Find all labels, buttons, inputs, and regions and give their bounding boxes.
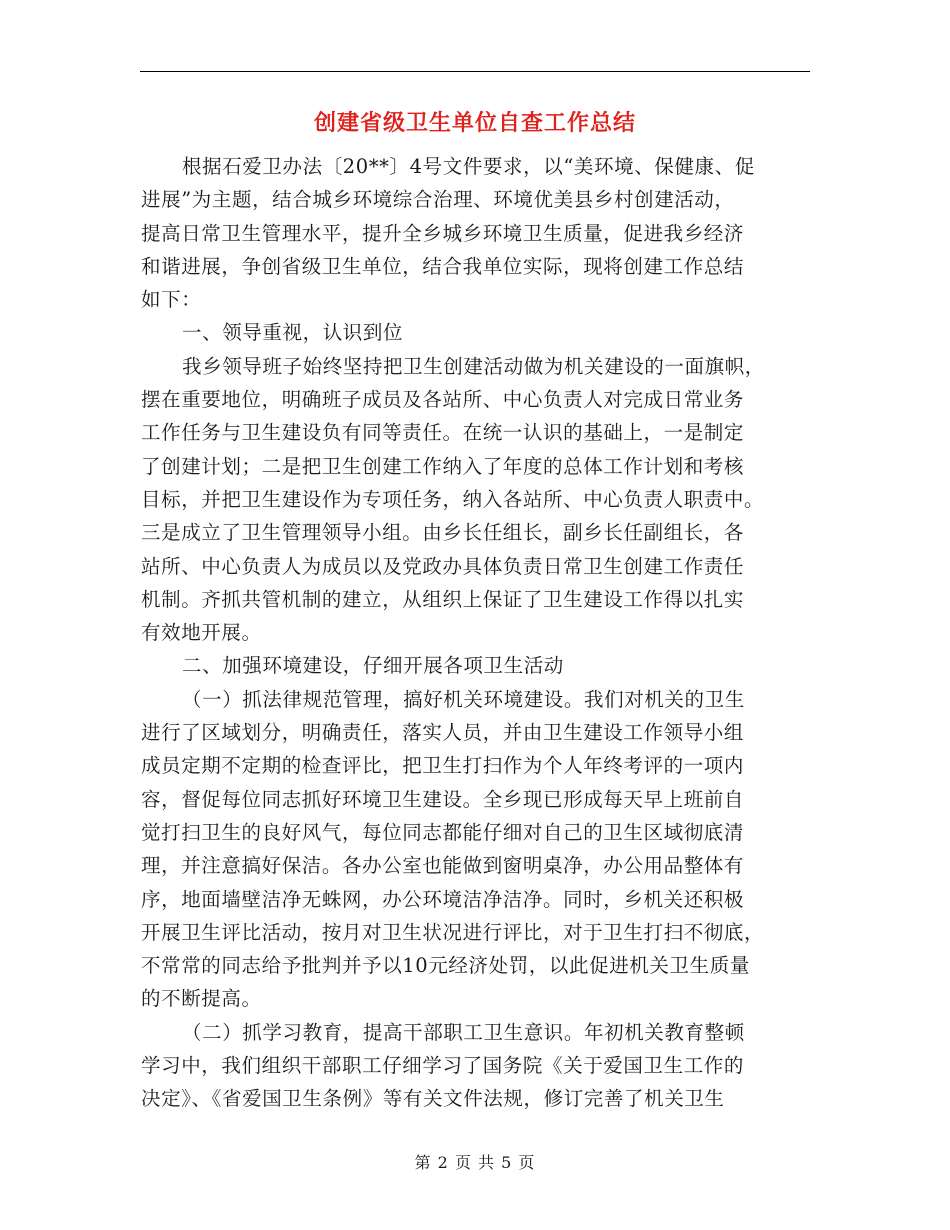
paragraph-line: 摆在重要地位，明确班子成员及各站所、中心负责人对完成日常业务	[141, 388, 745, 412]
paragraph-line: 的不断提高。	[141, 987, 262, 1011]
page-number-footer: 第 2 页 共 5 页	[414, 1153, 536, 1172]
paragraph-line: 不常常的同志给予批判并予以10元经济处罚，以此促进机关卫生质量	[141, 954, 750, 978]
paragraph-line: 进展”为主题，结合城乡环境综合治理、环境优美县乡村创建活动，	[141, 188, 735, 212]
section-heading: 二、加强环境建设，仔细开展各项卫生活动	[182, 654, 564, 678]
paragraph-line: 序，地面墙壁洁净无蛛网，办公环境洁净洁净。同时，乡机关还积极	[141, 887, 745, 911]
paragraph-line: 根据石爱卫办法〔20**〕4号文件要求，以“美环境、保健康、促	[182, 155, 755, 178]
paragraph-line: 机制。齐抓共管机制的建立，从组织上保证了卫生建设工作得以扎实	[141, 587, 745, 611]
paragraph-line: 和谐进展，争创省级卫生单位，结合我单位实际，现将创建工作总结	[141, 254, 745, 278]
paragraph-line: 了创建计划；二是把卫生创建工作纳入了年度的总体工作计划和考核	[141, 454, 745, 478]
header-rule	[140, 71, 810, 72]
paragraph-line: 如下：	[141, 288, 202, 312]
paragraph-line: 学习中，我们组织干部职工仔细学习了国务院《关于爱国卫生工作的	[141, 1054, 745, 1078]
paragraph-line: 我乡领导班子始终坚持把卫生创建活动做为机关建设的一面旗帜，	[182, 354, 765, 378]
paragraph-line: 三是成立了卫生管理领导小组。由乡长任组长，副乡长任副组长，各	[141, 521, 745, 545]
paragraph-line: 目标，并把卫生建设作为专项任务，纳入各站所、中心负责人职责中。	[141, 487, 765, 511]
paragraph-line: 开展卫生评比活动，按月对卫生状况进行评比，对于卫生打扫不彻底，	[141, 920, 765, 944]
section-heading: 一、领导重视，认识到位	[182, 321, 404, 345]
paragraph-line: 进行了区域划分，明确责任，落实人员，并由卫生建设工作领导小组	[141, 721, 745, 745]
paragraph-line: 觉打扫卫生的良好风气，每位同志都能仔细对自己的卫生区域彻底清	[141, 820, 745, 844]
paragraph-line: 容，督促每位同志抓好环境卫生建设。全乡现已形成每天早上班前自	[141, 787, 745, 811]
paragraph-line: 工作任务与卫生建设负有同等责任。在统一认识的基础上，一是制定	[141, 421, 745, 445]
paragraph-line: 成员定期不定期的检查评比，把卫生打扫作为个人年终考评的一项内	[141, 754, 745, 778]
paragraph-line: 提高日常卫生管理水平，提升全乡城乡环境卫生质量，促进我乡经济	[141, 221, 745, 245]
paragraph-line: （二）抓学习教育，提高干部职工卫生意识。年初机关教育整顿	[182, 1020, 745, 1044]
paragraph-line: 有效地开展。	[141, 621, 262, 645]
paragraph-line: （一）抓法律规范管理，搞好机关环境建设。我们对机关的卫生	[182, 687, 745, 711]
paragraph-line: 决定》、《省爱国卫生条例》等有关文件法规，修订完善了机关卫生	[141, 1087, 725, 1111]
paragraph-line: 理，并注意搞好保洁。各办公室也能做到窗明桌净，办公用品整体有	[141, 854, 745, 878]
paragraph-line: 站所、中心负责人为成员以及党政办具体负责日常卫生创建工作责任	[141, 554, 745, 578]
document-body	[141, 150, 813, 1116]
document-title: 创建省级卫生单位自查工作总结	[313, 110, 636, 136]
